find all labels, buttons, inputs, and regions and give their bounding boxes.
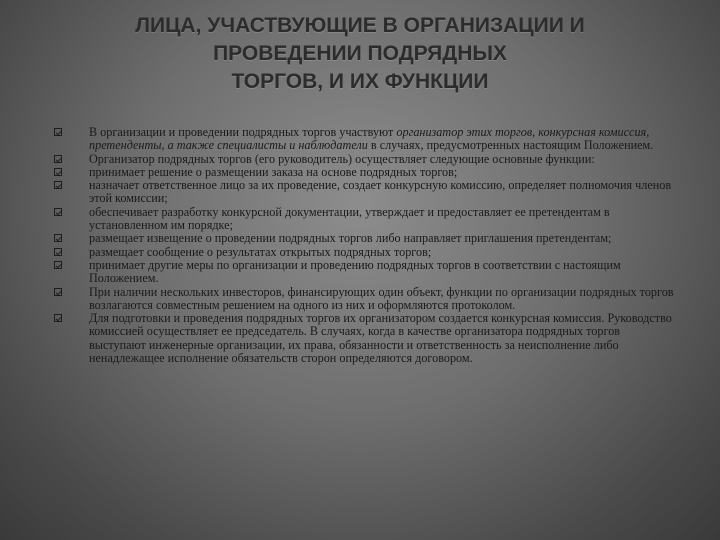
- list-item-text: Для подготовки и проведения подрядных торгов их организатором создается конкурсная комиссия. Руководство комиссией осуществляет ее председатель. В случаях, когда в качестве организатора подрядных торгов выступают инженерные организации, их права, обязанности и ответственность за неисполнение либо ненадлежащее исполнение обязательств сторон определяются договором.: [89, 311, 672, 366]
- title-line-1: ЛИЦА, УЧАСТВУЮЩИЕ В ОРГАНИЗАЦИИ И: [135, 14, 585, 37]
- checkbox-bullet-icon: [54, 314, 62, 322]
- title-line-2: ПРОВЕДЕНИИ ПОДРЯДНЫХ: [213, 42, 507, 65]
- checkbox-bullet-icon: [54, 181, 62, 189]
- list-item: [54, 166, 679, 179]
- checkbox-bullet-icon: [54, 168, 62, 176]
- list-item: [54, 246, 679, 259]
- checkbox-bullet-icon: [54, 288, 62, 296]
- list-item-text: В организации и проведении подрядных торгов участвуют организатор этих торгов, конкурсная комиссия, претенденты, а также специалисты и наблюдатели в случаях, предусмотренных настоящим Положением.: [89, 125, 654, 153]
- list-item: [54, 312, 679, 365]
- list-item: [54, 126, 679, 153]
- title-line-3: ТОРГОВ, И ИХ ФУНКЦИИ: [231, 70, 489, 93]
- list-item-text: назначает ответственное лицо за их проведение, создает конкурсную комиссию, определяет полномочия членов этой комиссии;: [89, 178, 672, 206]
- list-item-text: размещает сообщение о результатах открытых подрядных торгов;: [89, 244, 432, 259]
- checkbox-bullet-icon: [54, 261, 62, 269]
- list-item: [54, 206, 679, 233]
- list-item-text: Организатор подрядных торгов (его руководитель) осуществляет следующие основные функции:: [89, 151, 595, 166]
- slide-title: [60, 12, 660, 96]
- list-item: [54, 259, 679, 286]
- checkbox-bullet-icon: [54, 248, 62, 256]
- list-item-text: принимает решение о размещении заказа на основе подрядных торгов;: [89, 164, 458, 179]
- checkbox-bullet-icon: [54, 128, 62, 136]
- list-item-text: При наличии нескольких инвесторов, финансирующих один объект, функции по организации подрядных торгов возлагаются совместным решением на одного из них и оформляются протоколом.: [89, 284, 674, 312]
- list-item-text: принимает другие меры по организации и проведению подрядных торгов в соответствии с настоящим Положением.: [89, 257, 621, 286]
- checkbox-bullet-icon: [54, 208, 62, 216]
- list-item-text: обеспечивает разработку конкурсной документации, утверждает и предоставляет ее претендентам в установленном им порядке;: [89, 204, 610, 233]
- checkbox-bullet-icon: [54, 234, 62, 242]
- list-item: [54, 232, 679, 245]
- list-item: [54, 153, 679, 166]
- list-item: [54, 286, 679, 313]
- list-item: [54, 179, 679, 206]
- checkbox-bullet-icon: [54, 155, 62, 163]
- list-item-text: размещает извещение о проведении подрядных торгов либо направляет приглашения претендентам;: [89, 231, 612, 246]
- bullet-list: [54, 126, 679, 365]
